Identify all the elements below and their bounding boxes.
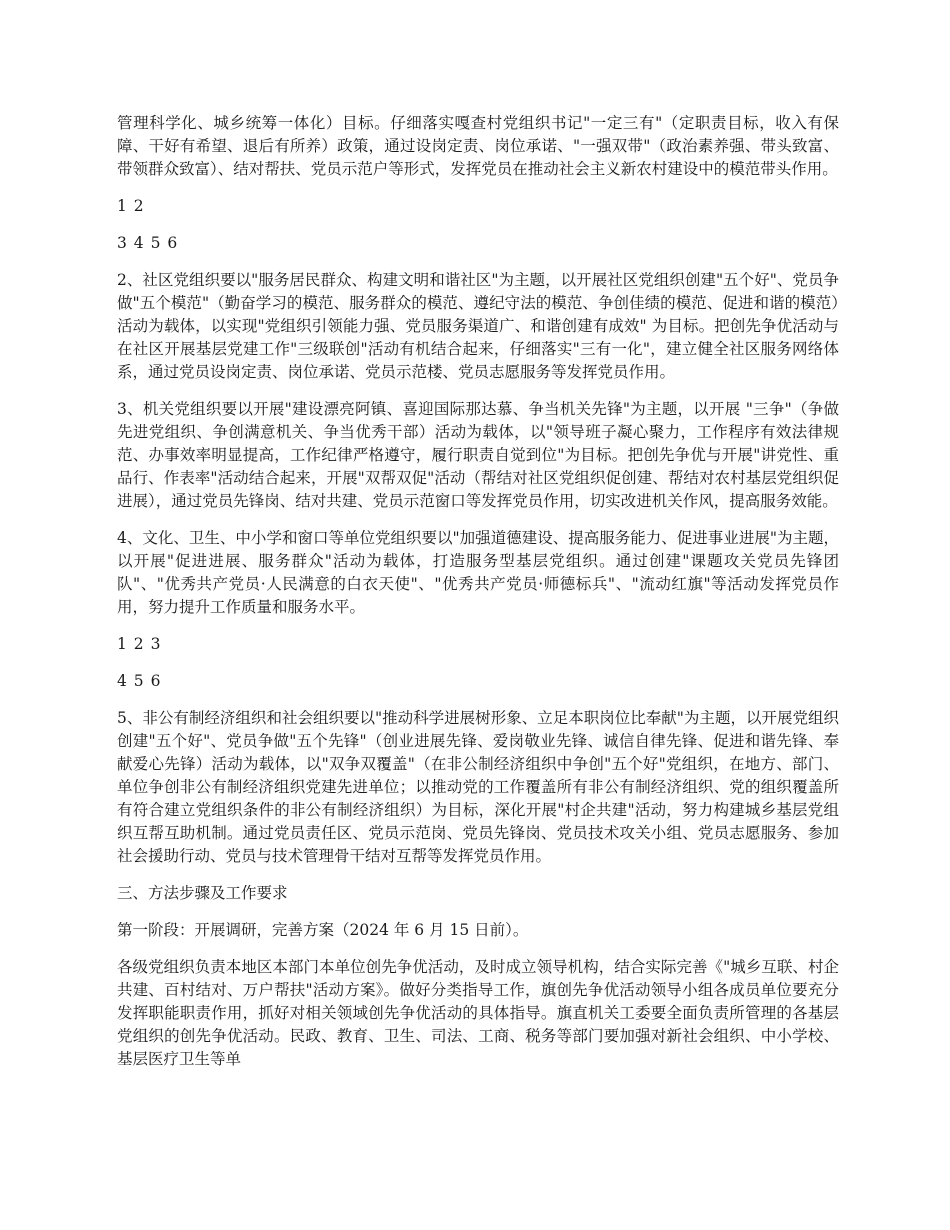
phase-one-heading: 第一阶段：开展调研，完善方案（2024 年 6 月 15 日前）。 (117, 921, 529, 939)
paragraph-non-public-party: 5、非公有制经济组织和社会组织要以"推动科学进展树形象、立足本职岗位比奉献"为主题，以开展党组织创建"五个好"、党员争做"五个先锋"（创业进展先锋、爱岗敬业先锋、诚信自律先锋、促进和谐先锋、奉献爱心先锋）活动为载体，以"双争双覆盖"（在非公制经济组织中争创"五个好"党组织，在地方、部门、单位争创非公有制经济组织党建先进单位；以推动党的工作覆盖所有非公有制经济组织、党的组织覆盖所有符合建立党组织条件的非公有制经济组织）为目标，深化开展"村企共建"活动，努力构建城乡基层党组织互帮互助机制。通过党员责任区、党员示范岗、党员先锋岗、党员技术攻关小组、党员志愿服务、参加社会援助行动、党员与技术管理骨干结对互帮等发挥党员作用。 (117, 709, 839, 865)
paragraph-community-party: 2、社区党组织要以"服务居民群众、构建文明和谐社区"为主题，以开展社区党组织创建"五个好"、党员争做"五个模范"（勤奋学习的模范、服务群众的模范、遵纪守法的模范、争创佳绩的模范、促进和谐的模范）活动为载体，以实现"党组织引领能力强、党员服务渠道广、和谐创建有成效" 为目标。把创先争优活动与在社区开展基层党建工作"三级联创"活动有机结合起来，仔细落实"三有一化"，建立健全社区服务网络体系，通过党员设岗定责、岗位承诺、党员示范楼、党员志愿服务等发挥党员作用。 (117, 271, 839, 381)
paragraph-government-party: 3、机关党组织要以开展"建设漂亮阿镇、喜迎国际那达慕、争当机关先锋"为主题，以开展 "三争"（争做先进党组织、争创满意机关、争当优秀干部）活动为载体，以"领导班子凝心聚力，工作程序有效法律规范、办事效率明显提高，工作纪律严格遵守，履行职责自觉到位"为目标。把创先争优与开展"讲党性、重品行、作表率"活动结合起来，开展"双帮双促"活动（帮结对社区党组织促创建、帮结对农村基层党组织促进展），通过党员先锋岗、结对共建、党员示范窗口等发挥党员作用，切实改进机关作风，提高服务效能。 (117, 400, 839, 510)
page-number-line: 3 4 5 6 (117, 234, 179, 252)
page-number-line: 1 2 3 (117, 635, 162, 653)
page-number-line: 4 5 6 (117, 672, 162, 690)
paragraph-village-party-intro: 管理科学化、城乡统筹一体化）目标。仔细落实嘎查村党组织书记"一定三有"（定职责目标，收入有保障、干好有希望、退后有所养）政策，通过设岗定责、岗位承诺、"一强双带"（政治素养强、带头致富、带领群众致富）、结对帮扶、党员示范户等形式，发挥党员在推动社会主义新农村建设中的模范带头作用。 (117, 114, 839, 178)
paragraph-phase-one: 各级党组织负责本地区本部门本单位创先争优活动，及时成立领导机构，结合实际完善《"城乡互联、村企共建、百村结对、万户帮扶"活动方案》。做好分类指导工作，旗创先争优活动领导小组各成员单位要充分发挥职能职责作用，抓好对相关领域创先争优活动的具体指导。旗直机关工委要全面负责所管理的各基层党组织的创先争优活动。民政、教育、卫生、司法、工商、税务等部门要加强对新社会组织、中小学校、基层医疗卫生等单 (117, 958, 839, 1068)
document-body (117, 112, 839, 1085)
paragraph-culture-health-party: 4、文化、卫生、中小学和窗口等单位党组织要以"加强道德建设、提高服务能力、促进事业进展"为主题，以开展"促进进展、服务群众"活动为载体，打造服务型基层党组织。通过创建"课题攻关党员先锋团队"、"优秀共产党员·人民满意的白衣天使"、"优秀共产党员·师德标兵"、"流动红旗"等活动发挥党员作用，努力提升工作质量和服务水平。 (117, 529, 839, 616)
section-heading-methods: 三、方法步骤及工作要求 (117, 884, 288, 902)
page-number-line: 1 2 (117, 197, 145, 215)
